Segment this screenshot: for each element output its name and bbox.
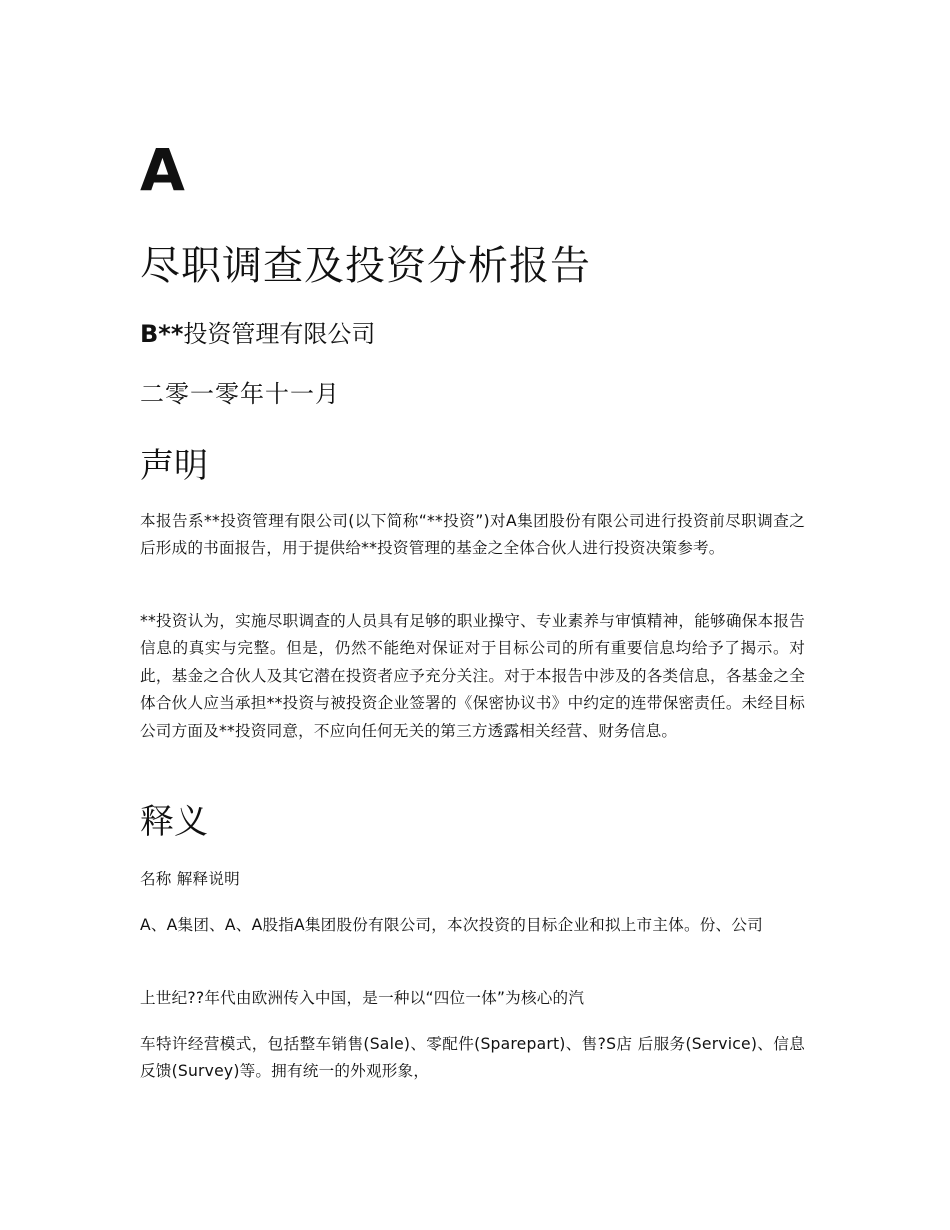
report-date: 二零一零年十一月 — [140, 380, 340, 408]
definition-entry-2: 上世纪??年代由欧洲传入中国，是一种以“四位一体”为核心的汽 — [140, 989, 585, 1007]
company-prefix: B** — [140, 320, 184, 348]
company-suffix: 投资管理有限公司 — [183, 320, 376, 348]
declaration-paragraph-2: **投资认为，实施尽职调查的人员具有足够的职业操守、专业素养与审慎精神，能够确保本报告信息的真实与完整。但是，仍然不能绝对保证对于目标公司的所有重要信息均给予了揭示。对此，基金之合伙人及其它潜在投资者应予充分关注。对于本报告中涉及的各类信息，各基金之全体合伙人应当承担**投资与被投资企业签署的《保密协议书》中约定的连带保密责任。未经目标公司方面及**投资同意，不应向任何无关的第三方透露相关经营、财务信息。 — [140, 612, 805, 740]
definitions-header-row: 名称 解释说明 — [140, 870, 240, 888]
declaration-paragraph-1: 本报告系**投资管理有限公司(以下简称“**投资”)对A集团股份有限公司进行投资前尽职调查之后形成的书面报告，用于提供给**投资管理的基金之全体合伙人进行投资决策参考。 — [140, 512, 805, 558]
definition-entry-1: A、A集团、A、A股指A集团股份有限公司，本次投资的目标企业和拟上市主体。份、公司 — [140, 916, 763, 934]
company-name — [140, 316, 375, 352]
definitions-heading: 释义 — [140, 802, 208, 842]
cover-letter: A — [140, 136, 185, 204]
declaration-heading: 声明 — [140, 446, 208, 486]
report-title: 尽职调查及投资分析报告 — [140, 243, 591, 289]
definition-entry-3: 车特许经营模式，包括整车销售(Sale)、零配件(Sparepart)、售?S店 后服务(Service)、信息反馈(Survey)等。拥有统一的外观形象， — [140, 1035, 805, 1081]
